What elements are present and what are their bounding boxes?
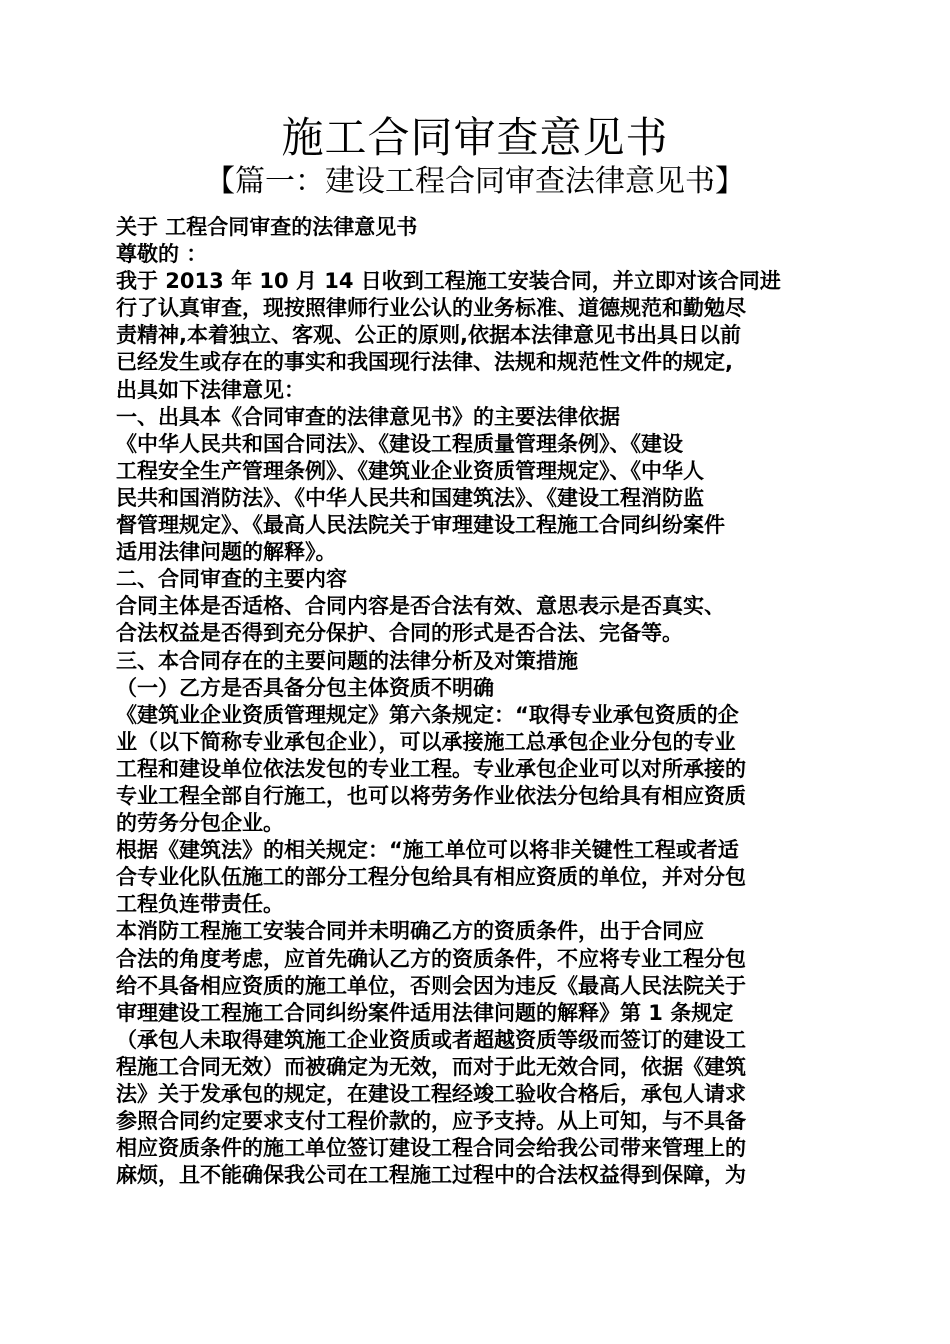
body-line: （承包人未取得建筑施工企业资质或者超越资质等级而签订的建设工 xyxy=(116,1027,746,1052)
body-line: 责精神,本着独立、客观、公正的原则,依据本法律意见书出具日以前 xyxy=(116,323,741,348)
section-heading: 一、出具本《合同审查的法律意见书》的主要法律依据 xyxy=(116,404,620,429)
body-line: 合法权益是否得到充分保护、合同的形式是否合法、完备等。 xyxy=(116,621,683,646)
body-line: 根据《建筑法》的相关规定：“施工单位可以将非关键性工程或者适 xyxy=(116,838,739,863)
document-title: 施工合同审查意见书 xyxy=(281,113,669,162)
body-line: 已经发生或存在的事实和我国现行法律、法规和规范性文件的规定, xyxy=(116,350,733,375)
body-line: 工程和建设单位依法发包的专业工程。专业承包企业可以对所承接的 xyxy=(116,756,746,781)
body-line: 督管理规定》、《最高人民法院关于审理建设工程施工合同纠纷案件 xyxy=(116,513,725,538)
body-line: 的劳务分包企业。 xyxy=(116,811,284,836)
body-line: 程施工合同无效）而被确定为无效，而对于此无效合同，依据《建筑 xyxy=(116,1054,746,1079)
body-line: 《建筑业企业资质管理规定》第六条规定：“取得专业承包资质的企 xyxy=(116,702,739,727)
body-line: 民共和国消防法》、《中华人民共和国建筑法》、《建设工程消防监 xyxy=(116,485,704,510)
body-line: 业（以下简称专业承包企业），可以承接施工总承包企业分包的专业 xyxy=(116,729,736,754)
body-line: 出具如下法律意见： xyxy=(116,377,305,402)
body-line: 工程安全生产管理条例》、《建筑业企业资质管理规定》、《中华人 xyxy=(116,458,704,483)
body-line: 工程负连带责任。 xyxy=(116,892,284,917)
body-line: 法》关于发承包的规定，在建设工程经竣工验收合格后，承包人请求 xyxy=(116,1082,746,1106)
body-line: 给不具备相应资质的施工单位，否则会因为违反《最高人民法院关于 xyxy=(116,973,746,998)
section-heading: 三、本合同存在的主要问题的法律分析及对策措施 xyxy=(116,648,578,673)
body-line: 参照合同约定要求支付工程价款的，应予支持。从上可知，与不具备 xyxy=(116,1109,746,1134)
body-line: 《中华人民共和国合同法》、《建设工程质量管理条例》、《建设 xyxy=(116,431,683,456)
body-line: 审理建设工程施工合同纠纷案件适用法律问题的解释》第 1 条规定 xyxy=(116,1000,734,1025)
document-subtitle: 【篇一：建设工程合同审查法律意见书】 xyxy=(205,164,745,199)
body-line: 行了认真审查，现按照律师行业公认的业务标准、道德规范和勤勉尽 xyxy=(116,296,746,321)
body-line: 相应资质条件的施工单位签订建设工程合同会给我公司带来管理上的 xyxy=(116,1136,746,1161)
body-line: 合同主体是否适格、合同内容是否合法有效、意思表示是否真实、 xyxy=(116,594,725,619)
body-line: 专业工程全部自行施工，也可以将劳务作业依法分包给具有相应资质 xyxy=(116,783,746,808)
body-line: 麻烦，且不能确保我公司在工程施工过程中的合法权益得到保障，为 xyxy=(116,1163,746,1188)
body-line: 合专业化队伍施工的部分工程分包给具有相应资质的单位，并对分包 xyxy=(116,865,746,890)
body-line: 本消防工程施工安装合同并未明确乙方的资质条件，出于合同应 xyxy=(116,919,704,944)
body-line: 我于 2013 年 10 月 14 日收到工程施工安装合同，并立即对该合同进 xyxy=(116,269,781,294)
body-line: 适用法律问题的解释》。 xyxy=(116,540,337,565)
body-line: 关于 工程合同审查的法律意见书 xyxy=(116,215,418,239)
document-body xyxy=(116,214,836,1189)
body-line: 合法的角度考虑，应首先确认乙方的资质条件，不应将专业工程分包 xyxy=(116,946,746,971)
section-heading: 二、合同审查的主要内容 xyxy=(116,567,347,592)
body-line: 尊敬的 ： xyxy=(116,242,208,267)
subsection-heading: （一）乙方是否具备分包主体资质不明确 xyxy=(116,675,494,700)
